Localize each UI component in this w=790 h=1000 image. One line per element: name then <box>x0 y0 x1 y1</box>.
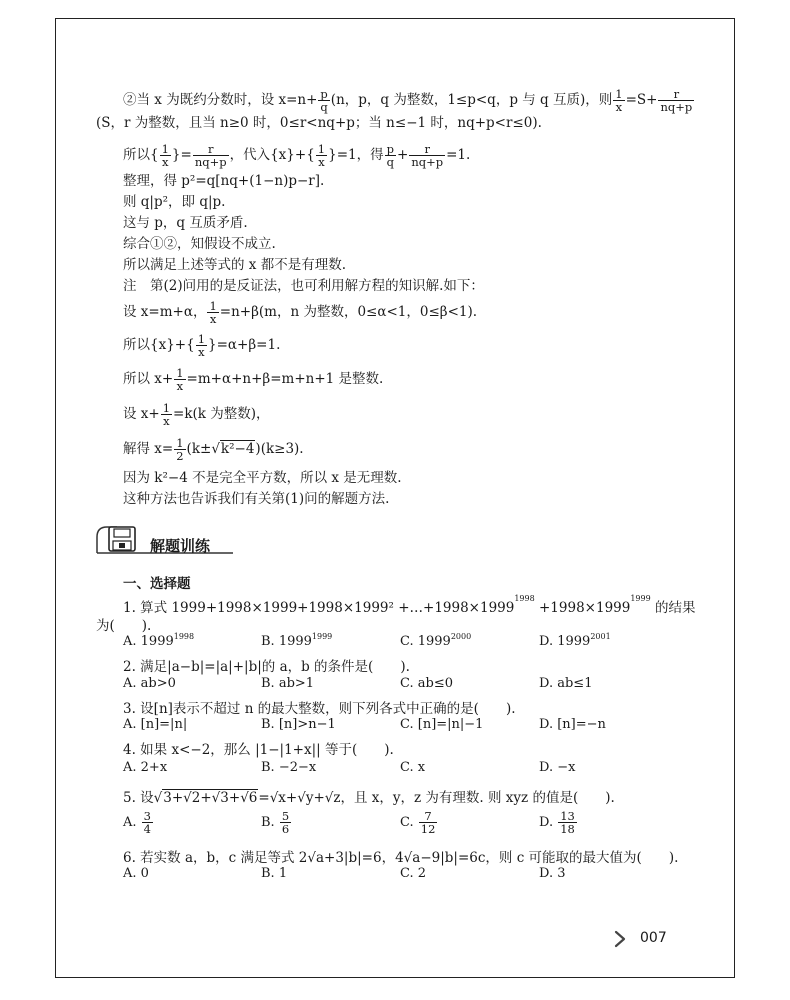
section-subheading: 一、选择题 <box>123 576 191 592</box>
proof-line-16: 这种方法也告诉我们有关第(1)问的解题方法. <box>123 491 390 507</box>
q2-option-d[interactable]: D. ab≤1 <box>539 676 593 691</box>
q3-option-b[interactable]: B. [n]>n−1 <box>261 717 336 732</box>
q5-option-b[interactable]: B. $\frac{5}{6}$ <box>261 809 290 836</box>
q5-option-c[interactable]: C. $\frac{7}{12}$ <box>400 809 436 836</box>
q2-option-a[interactable]: A. ab>0 <box>123 676 176 691</box>
q3-option-c[interactable]: C. [n]=|n|−1 <box>400 717 484 732</box>
question-3: 3. 设[n]表示不超过 n 的最大整数，则下列各式中正确的是( ). <box>123 701 516 717</box>
proof-line-6: 这与 p，q 互质矛盾. <box>123 215 248 231</box>
q1-option-c[interactable]: C. $1999^{2000}$ <box>400 632 472 649</box>
proof-line-9: 注 第(2)问用的是反证法，也可利用解方程的知识解.如下： <box>123 278 484 294</box>
q5-option-d[interactable]: D. $\frac{13}{18}$ <box>539 809 575 836</box>
q2-option-b[interactable]: B. ab>1 <box>261 676 315 691</box>
proof-line-2: (S，r 为整数，且当 n≥0 时，0≤r<nq+p；当 n≤−1 时，nq+p<r≤0). <box>96 115 542 131</box>
question-1: 1. 算式 $1999+1998\times 1999+1998\times 1999^2 +\dots+1998\times 1999^{1998} +1998\times 1999^{1999}$ 的结果 <box>123 594 696 616</box>
q4-option-b[interactable]: B. −2−x <box>261 760 317 775</box>
question-6: 6. 若实数 a，b，c 满足等式 2√a+3|b|=6，4√a−9|b|=6c，则 c 可能取的最大值为( ). <box>123 850 679 866</box>
q4-option-d[interactable]: D. −x <box>539 760 576 775</box>
q5-option-a[interactable]: A. $\frac{3}{4}$ <box>123 809 151 836</box>
proof-line-10: 设 x=m+α， $\frac{1}{x}$ =n+β(m，n 为整数，0≤α<1，0≤β<1). <box>123 299 478 326</box>
q6-option-a[interactable]: A. 0 <box>123 866 149 881</box>
proof-line-15: 因为 k²−4 不是完全平方数，所以 x 是无理数. <box>123 470 402 486</box>
q4-option-a[interactable]: A. 2+x <box>123 760 168 775</box>
proof-line-12: 所以 x+ $\frac{1}{x}$ =m+α+n+β=m+n+1 是整数. <box>123 366 384 393</box>
proof-line-8: 所以满足上述等式的 x 都不是有理数. <box>123 257 346 273</box>
proof-line-11: 所以{x}+{ $\frac{1}{x}$ }=α+β=1. <box>123 332 281 359</box>
proof-line-3: 所以{ $\frac{1}{x}$ }= $\frac{r}{nq+p}$ ，代入{x}+{ $\frac{1}{x}$ }=1，得 $\frac{p}{q}$ + $\frac{r}{nq+p}$ =1. <box>123 142 471 169</box>
page-number: 007 <box>640 930 667 946</box>
proof-line-13: 设 x+ $\frac{1}{x}$ =k(k 为整数)， <box>123 401 270 428</box>
q1-option-b[interactable]: B. $1999^{1999}$ <box>261 632 333 649</box>
question-1-cont: 为( ). <box>96 618 152 634</box>
q3-option-d[interactable]: D. [n]=−n <box>539 717 606 732</box>
section-title: 解题训练 <box>150 537 211 555</box>
question-4: 4. 如果 x<−2，那么 |1−|1+x|| 等于( ). <box>123 742 394 758</box>
q6-option-b[interactable]: B. 1 <box>261 866 288 881</box>
q2-option-c[interactable]: C. ab≤0 <box>400 676 453 691</box>
proof-line-5: 则 q|p²，即 q|p. <box>123 194 226 210</box>
proof-line-1: ②当 x 为既约分数时，设 x=n+ $\frac{p}{q}$ (n，p，q 为整数，1≤p<q，p 与 q 互质)，则 $\frac{1}{x}$ =S+ $\frac{r}{nq+p}$ <box>123 87 693 114</box>
proof-line-4: 整理，得 p²=q[nq+(1−n)p−r]. <box>123 173 325 189</box>
chevron-right-icon[interactable] <box>612 930 628 948</box>
proof-line-7: 综合①②，知假设不成立. <box>123 236 276 252</box>
q3-option-a[interactable]: A. [n]=|n| <box>123 717 188 732</box>
q1-option-d[interactable]: D. $1999^{2001}$ <box>539 632 611 649</box>
q6-option-d[interactable]: D. 3 <box>539 866 566 881</box>
q4-option-c[interactable]: C. x <box>400 760 426 775</box>
q6-option-c[interactable]: C. 2 <box>400 866 427 881</box>
question-2: 2. 满足|a−b|=|a|+|b|的 a，b 的条件是( ). <box>123 659 410 675</box>
proof-line-14: 解得 x= $\frac{1}{2}$ (k±√k²−4)(k≥3). <box>123 436 304 463</box>
q1-option-a[interactable]: A. $1999^{1998}$ <box>123 632 195 649</box>
question-5: 5. 设√3+√2+√3+√6=√x+√y+√z，且 x，y，z 为有理数. 则 xyz 的值是( ). <box>123 790 615 806</box>
